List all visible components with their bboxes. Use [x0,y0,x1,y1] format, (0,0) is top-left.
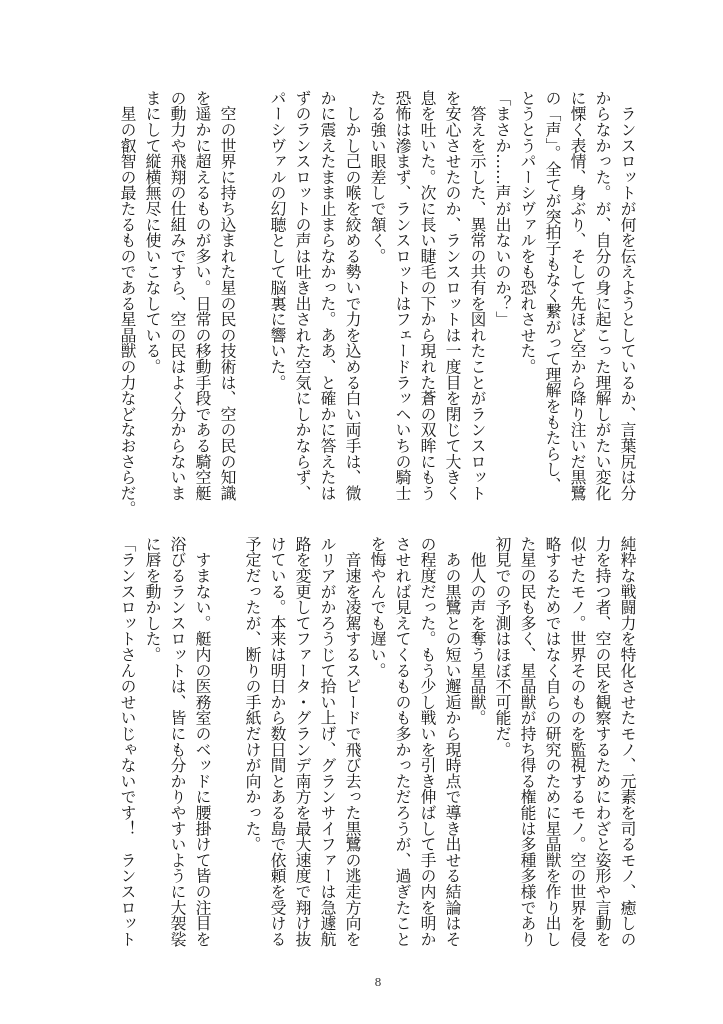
text-column: 答えを示した、異常の共有を図れたことがランスロット [468,90,487,501]
text-column: 浴びるランスロットは、皆にも分かりやすいように大袈裟 [168,536,187,947]
text-column: パーシヴァルの幻聴として脳裏に響いた。 [268,90,287,391]
text-column: ルリアがかろうじて拾い上げ、グランサイファーは急遽航 [318,536,337,947]
text-column: 予定だったが、断りの手紙だけが向かった。 [243,536,262,852]
text-column: ずのランスロットの声は吐き出された空気にしかならず、 [293,90,312,501]
text-column: 空の世界に持ち込まれた星の民の技術は、空の民の知識 [218,90,237,501]
text-column: に唇を動かした。 [143,536,162,663]
text-column: の程度だった。もう少し戦いを引き伸ばして手の内を明か [418,536,437,947]
lower-text-block [115,536,640,947]
text-column: させれば見えてくるものも多かっただろうが、過ぎたこと [393,536,412,947]
upper-text-block [115,90,640,517]
text-column: しかし己の喉を絞める勢いで力を込める白い両手は、微 [343,90,362,501]
text-column: を悔やんでも遅い。 [368,536,387,679]
text-column: 似せたモノ。世界そのものを監視するモノ。空の世界を侵 [568,536,587,947]
text-column: に慄く表情、身ぶり、そして先ほど空から降り注いだ黒鷺 [568,90,587,501]
blank-line [240,90,265,501]
text-column: 音速を凌駕するスピードで飛び去った黒鷺の逃走方向を [343,536,362,947]
text-column: 恐怖は滲まず、ランスロットはフェードラッヘいちの騎士 [393,90,412,501]
text-column: の「声」。全てが突拍子もなく繋がって理解をもたらし、 [543,90,562,493]
text-column: 他人の声を奪う星晶獣。 [468,536,487,726]
blank-line [215,536,240,947]
text-column: 初見での予測はほぼ不可能だ。 [493,536,512,758]
text-column: あの黒鷺との短い邂逅から現時点で導き出せる結論はそ [443,536,462,947]
text-column: 力を持つ者、空の民を観察するためにわざと姿形や言動を [593,536,612,947]
text-column: すまない。艇内の医務室のベッドに腰掛けて皆の注目を [193,536,212,947]
text-column: とうとうパーシヴァルをも恐れさせた。 [518,90,537,375]
text-column: からなかった。が、自分の身に起こった理解しがたい変化 [593,90,612,501]
text-column: まにして縦横無尽に使いこなしている。 [143,90,162,375]
text-column: ランスロットが何を伝えようとしているか、言葉尻は分 [618,90,637,501]
text-column: た星の民も多く、星晶獣が持ち得る権能は多種多様であり [518,536,537,947]
text-column: を遥かに超えるものが多い。日常の移動手段である騎空艇 [193,90,212,501]
text-column: 息を吐いた。次に長い睫毛の下から現れた蒼の双眸にもう [418,90,437,501]
text-column: の動力や飛翔の仕組みですら、空の民はよく分からないま [168,90,187,501]
text-column: 純粋な戦闘力を特化させたモノ、元素を司るモノ、癒しの [618,536,637,947]
text-column: 「まさか……声が出ないのか？」 [493,90,512,327]
text-column: 略するためではなく自らの研究のために星晶獣を作り出し [543,536,562,947]
text-column: かに震えたまま止まらなかった。ああ、と確かに答えたは [318,90,337,501]
text-column: けている。本来は明日から数日間とある島で依頼を受ける [268,536,287,947]
text-column: たる強い眼差しで頷く。 [368,90,387,264]
text-column: 路を変更してファータ・グランデ南方を最大速度で翔け抜 [293,536,312,947]
page-number: 8 [374,976,382,989]
text-column: を安心させたのか、ランスロットは一度目を閉じて大きく [443,90,462,501]
text-column: 星の叡智の最たるものである星晶獣の力などなおさらだ。 [118,90,137,517]
text-column: 「ランスロットさんのせいじゃないです！ ランスロット [118,536,137,947]
